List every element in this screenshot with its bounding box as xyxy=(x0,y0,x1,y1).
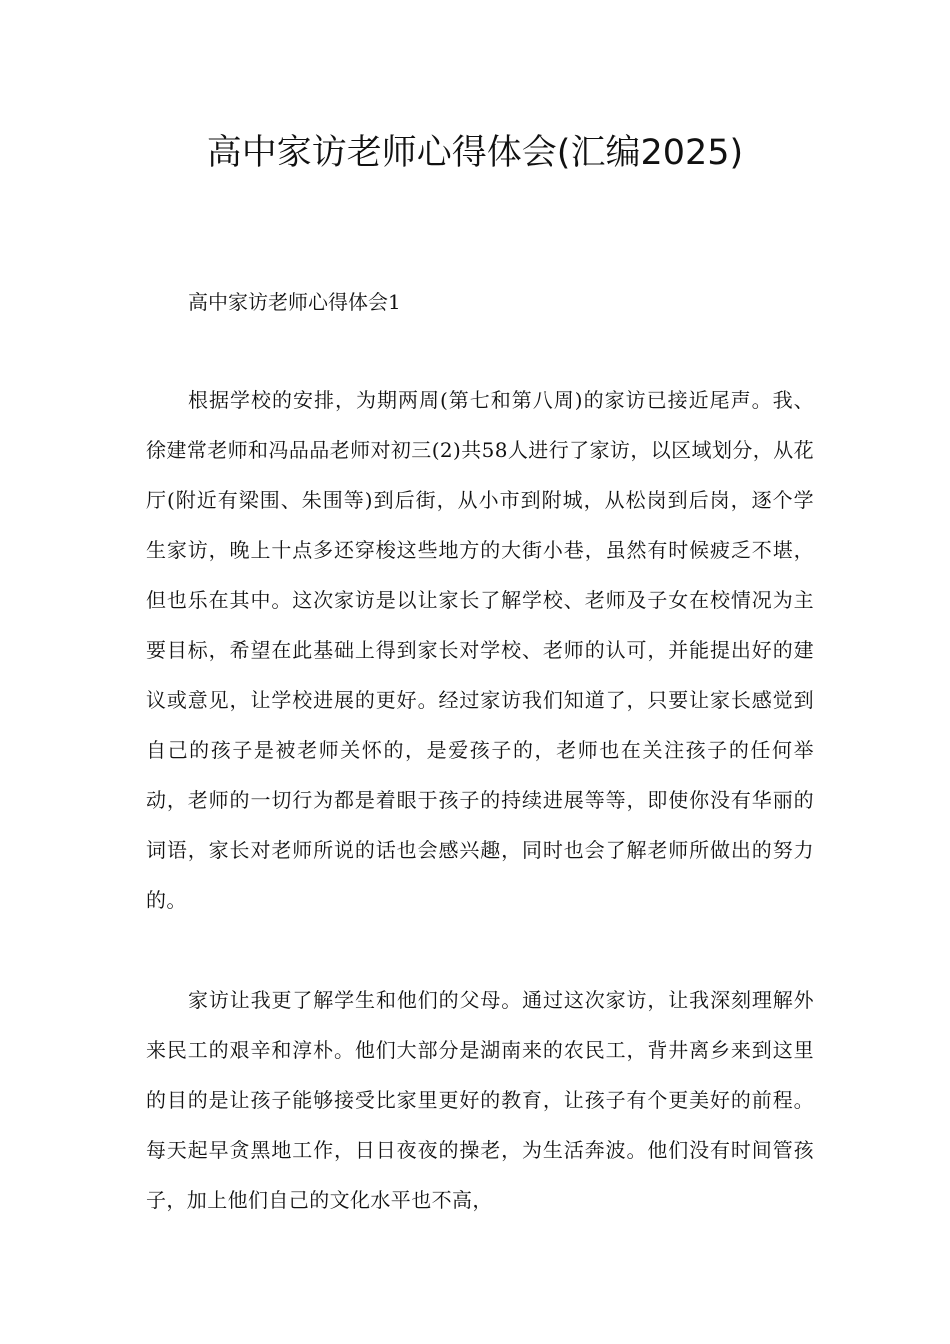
section-heading: 高中家访老师心得体会1 xyxy=(188,290,401,314)
paragraph-2: 家访让我更了解学生和他们的父母。通过这次家访，让我深刻理解外来民工的艰辛和淳朴。他们大部分是湖南来的农民工，背井离乡来到这里的目的是让孩子能够接受比家里更好的教育，让孩子有个更美好的前程。每天起早贪黑地工作，日日夜夜的操老，为生活奔波。他们没有时间管孩子，加上他们自己的文化水平也不高， xyxy=(146,988,814,1212)
document-title: 高中家访老师心得体会(汇编2025) xyxy=(206,133,744,173)
paragraph-1: 根据学校的安排，为期两周(第七和第八周)的家访已接近尾声。我、徐建常老师和冯品品老师对初三(2)共58人进行了家访，以区域划分，从花厅(附近有梁围、朱围等)到后街，从小市到附城，从松岗到后岗，逐个学生家访，晚上十点多还穿梭这些地方的大街小巷，虽然有时候疲乏不堪，但也乐在其中。这次家访是以让家长了解学校、老师及子女在校情况为主要目标，希望在此基础上得到家长对学校、老师的认可，并能提出好的建议或意见，让学校进展的更好。经过家访我们知道了，只要让家长感觉到自己的孩子是被老师关怀的，是爱孩子的，老师也在关注孩子的任何举动，老师的一切行为都是着眼于孩子的持续进展等等，即使你没有华丽的词语，家长对老师所说的话也会感兴趣，同时也会了解老师所做出的努力的。 xyxy=(146,388,814,912)
